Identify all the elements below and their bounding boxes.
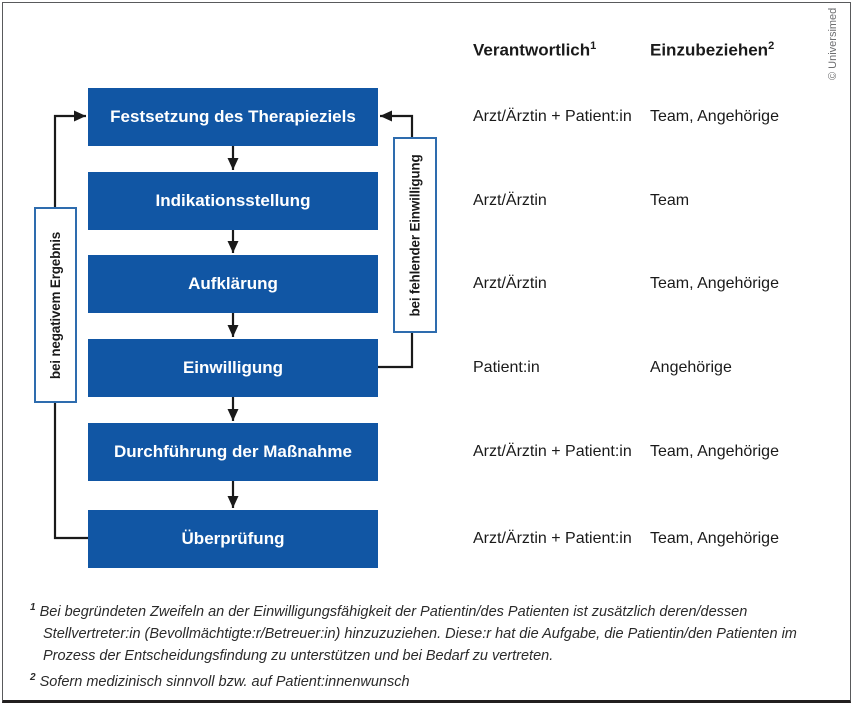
- flow-step-label: Aufklärung: [188, 274, 278, 293]
- flow-step-label: Überprüfung: [181, 529, 285, 548]
- flow-step-therapieziel: [88, 88, 378, 146]
- flow-step-aufklaerung: [88, 255, 378, 313]
- involve-value: Team, Angehörige: [650, 108, 779, 125]
- footnote-marker: 2: [30, 671, 36, 683]
- column-header-text: Verantwortlich: [473, 40, 591, 60]
- responsible-value: Arzt/Ärztin: [473, 275, 547, 292]
- footnote-marker: 1: [30, 602, 36, 613]
- column-header-text: Einzubeziehen: [650, 40, 769, 60]
- flow-step-indikationsstellung: [88, 172, 378, 230]
- footnote-text: Sofern medizinisch sinnvoll bzw. auf Patient:innenwunsch: [39, 673, 410, 690]
- responsible-value: Arzt/Ärztin + Patient:in: [473, 530, 632, 547]
- responsible-value: Patient:in: [473, 359, 540, 376]
- flow-step-label: Einwilligung: [182, 358, 284, 377]
- involve-value: Team: [650, 192, 690, 209]
- copyright-notice: © Universimed: [827, 7, 839, 80]
- responsible-value: Arzt/Ärztin + Patient:in: [473, 108, 632, 125]
- column-header-involve: [650, 40, 774, 61]
- feedback-label-text: bei fehlender Einwilligung: [407, 153, 423, 317]
- footnotes: [30, 597, 828, 693]
- column-header-responsible: [473, 40, 596, 61]
- responsible-value: Arzt/Ärztin: [473, 192, 547, 209]
- involve-value: Team, Angehörige: [650, 530, 779, 547]
- footnote-text: Bei begründeten Zweifeln an der Einwilligungsfähigkeit der Patientin/des Patienten ist zusätzlich deren/dessen Stellvertreter:in (Bevollmächtigte:r/Betreuer:in) hinzuzuziehen. Diese:r hat die Aufgabe, die Patientin/den Patienten im Prozess der Entscheidungsfindung zu unterstützen und bei Bedarf zu vertreten.: [39, 603, 797, 664]
- flow-step-label: Festsetzung des Therapieziels: [110, 107, 356, 126]
- footnote-ref-2: 2: [768, 40, 775, 52]
- feedback-label-missing-consent: [393, 137, 437, 333]
- responsible-value: Arzt/Ärztin + Patient:in: [473, 443, 632, 460]
- footnote-ref-1: 1: [590, 40, 597, 52]
- involve-value: Angehörige: [650, 359, 732, 376]
- feedback-label-text: bei negativem Ergebnis: [48, 231, 63, 379]
- involve-value: Team, Angehörige: [650, 275, 779, 292]
- feedback-label-negative-result: [34, 207, 77, 403]
- flow-step-einwilligung: [88, 339, 378, 397]
- flow-step-ueberpruefung: [88, 510, 378, 568]
- flow-step-label: Durchführung der Maßnahme: [113, 442, 352, 461]
- involve-value: Team, Angehörige: [650, 443, 779, 460]
- footnote-1: [30, 597, 828, 667]
- flow-step-durchfuehrung: [88, 423, 378, 481]
- flow-step-label: Indikationsstellung: [155, 191, 311, 210]
- footnote-2: [30, 667, 828, 693]
